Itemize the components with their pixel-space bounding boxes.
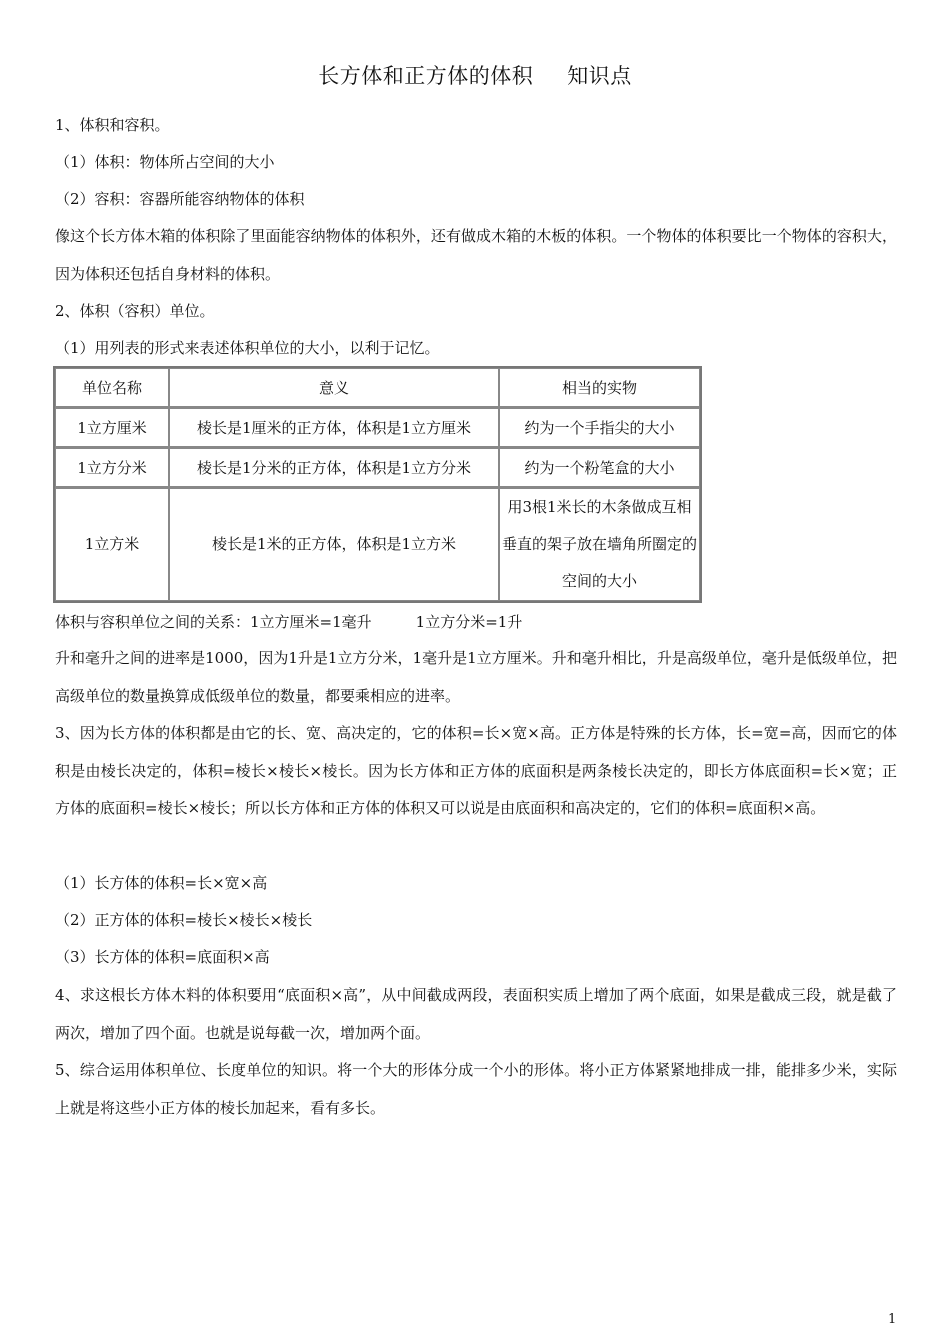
section-1-item-1: （1）体积：物体所占空间的大小 (55, 153, 275, 171)
table-cell: 1立方米 (55, 487, 169, 601)
section-1-paragraph: 像这个长方体木箱的体积除了里面能容纳物体的体积外，还有做成木箱的木板的体积。一个物体的体积要比一个物体的容积大，因为体积还包括自身材料的体积。 (55, 227, 897, 283)
table-row (55, 447, 700, 487)
section-3-paragraph: 3、因为长方体的体积都是由它的长、宽、高决定的，它的体积=长×宽×高。正方体是特殊的长方体，长=宽=高，因而它的体积是由棱长决定的，体积=棱长×棱长×棱长。因为长方体和正方体的底面积是两条棱长决定的，即长方体底面积=长×宽；正方体的底面积=棱长×棱长；所以长方体和正方体的体积又可以说是由底面积和高决定的，它们的体积=底面积×高。 (55, 724, 897, 817)
table-header-cell: 相当的实物 (499, 368, 700, 407)
section-1-heading: 1、体积和容积。 (55, 116, 170, 134)
table-cell: 用3根1米长的木条做成互相垂直的架子放在墙角所圈定的空间的大小 (499, 487, 700, 601)
section-2-heading: 2、体积（容积）单位。 (55, 302, 215, 320)
table-header-cell: 单位名称 (55, 368, 169, 407)
table-cell: 棱长是1米的正方体，体积是1立方米 (169, 487, 499, 601)
table-header-row (55, 368, 700, 407)
relation-ml: 体积与容积单位之间的关系：1立方厘米=1毫升 (55, 613, 372, 631)
section-4-paragraph: 4、求这根长方体木料的体积要用“底面积×高”，从中间截成两段，表面积实质上增加了两个底面，如果是截成三段，就是截了两次，增加了四个面。也就是说每截一次，增加两个面。 (55, 986, 897, 1042)
title-sub: 知识点 (567, 64, 632, 88)
table-row (55, 407, 700, 447)
section-3-item-2: （2）正方体的体积=棱长×棱长×棱长 (55, 911, 313, 929)
table-header-cell: 意义 (169, 368, 499, 407)
page-number: 1 (888, 1312, 897, 1327)
document-title (0, 60, 950, 90)
table-row (55, 487, 700, 601)
section-1-item-2: （2）容积：容器所能容纳物体的体积 (55, 190, 305, 208)
table-cell: 约为一个手指尖的大小 (499, 407, 700, 447)
table-cell: 约为一个粉笔盒的大小 (499, 447, 700, 487)
section-5-paragraph: 5、综合运用体积单位、长度单位的知识。将一个大的形体分成一个小的形体。将小正方体紧紧地排成一排，能排多少米，实际上就是将这些小正方体的棱长加起来，看有多长。 (55, 1061, 897, 1117)
table-cell: 1立方厘米 (55, 407, 169, 447)
section-3-item-1: （1）长方体的体积=长×宽×高 (55, 874, 268, 892)
rate-paragraph: 升和毫升之间的进率是1000，因为1升是1立方分米，1毫升是1立方厘米。升和毫升相比，升是高级单位，毫升是低级单位，把高级单位的数量换算成低级单位的数量，都要乘相应的进率。 (55, 649, 897, 705)
relation-l: 1立方分米=1升 (415, 613, 523, 631)
unit-relation-line (55, 612, 897, 632)
title-main: 长方体和正方体的体积 (318, 64, 534, 88)
table-cell: 棱长是1分米的正方体，体积是1立方分米 (169, 447, 499, 487)
table-cell: 棱长是1厘米的正方体，体积是1立方厘米 (169, 407, 499, 447)
section-2-item-1: （1）用列表的形式来表述体积单位的大小，以利于记忆。 (55, 339, 440, 357)
volume-units-table (53, 366, 702, 603)
section-3-item-3: （3）长方体的体积=底面积×高 (55, 948, 270, 966)
table-cell: 1立方分米 (55, 447, 169, 487)
